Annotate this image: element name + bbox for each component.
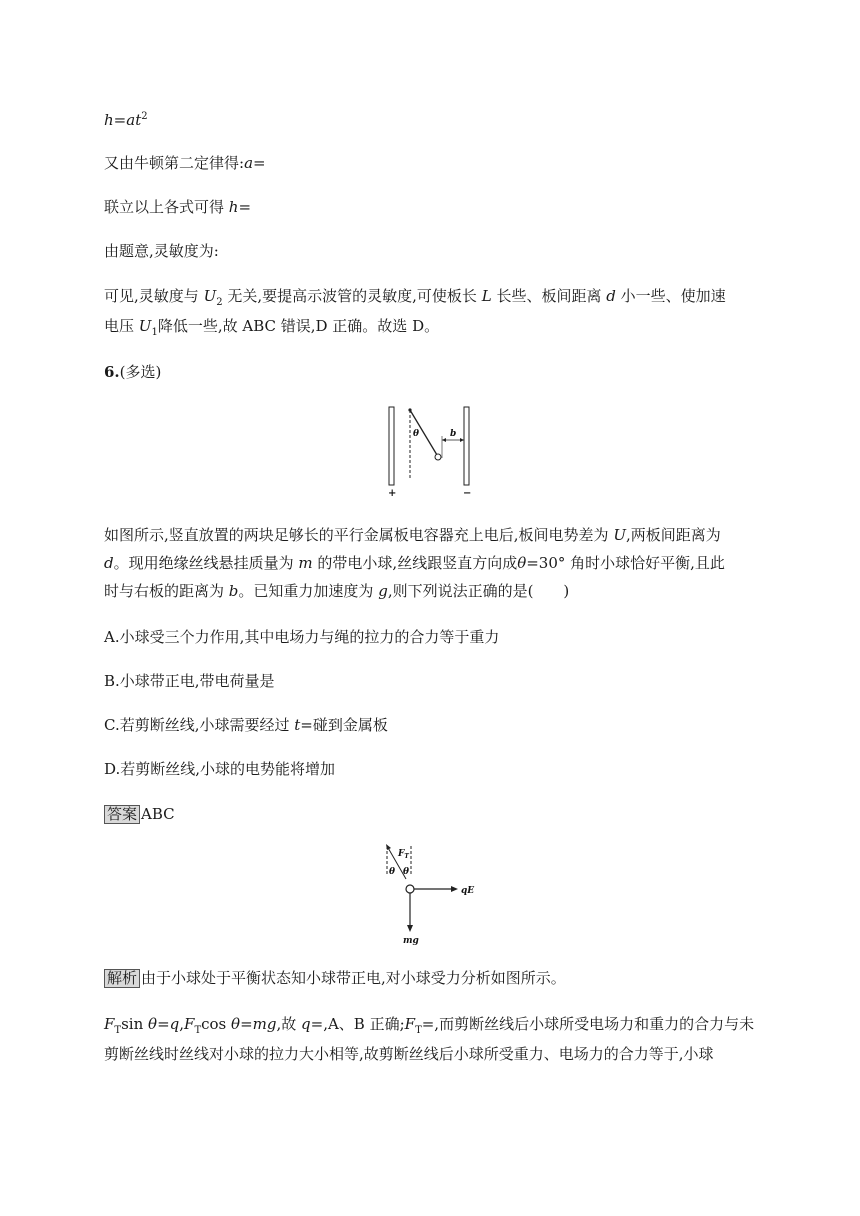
- mg-label: mg: [403, 936, 419, 946]
- analysis-tag: 解析: [104, 969, 140, 988]
- capacitor-figure: [380, 402, 480, 500]
- answer-tag: 答案: [104, 805, 140, 824]
- conclusion-line-2: 电压 $U_1$降低一些,故 ABC 错误,D 正确。故选 D。: [104, 317, 440, 338]
- sensitivity-line: 由题意,灵敏度为:: [104, 242, 219, 260]
- ft-label: $F_T$: [398, 849, 409, 860]
- option-d: D.若剪断丝线,小球的电势能将增加: [104, 760, 336, 778]
- answer-line: [104, 804, 175, 824]
- plus-label: +: [388, 488, 397, 499]
- analysis-line-2: $F_T\sin$ $\theta=q,F_T\cos$ θ=mg,故 q=,A、B 正确$;F_T=$,而剪断丝线后小球所受电场力和重力的合力与未: [104, 1015, 755, 1036]
- theta-right-label: θ: [403, 867, 410, 877]
- question-header: 6.(多选): [104, 363, 162, 381]
- theta-left-label: θ: [389, 867, 396, 877]
- analysis-line-3: 剪断丝线时丝线对小球的拉力大小相等,故剪断丝线后小球所受重力、电场力的合力等于,小球: [104, 1045, 714, 1063]
- option-c: C.若剪断丝线,小球需要经过 t=碰到金属板: [104, 716, 388, 734]
- question-stem-2: d。现用绝缘丝线悬挂质量为 m 的带电小球,丝线跟竖直方向成θ=30° 角时小球恰好平衡,且此: [104, 554, 725, 572]
- formula-h: $h=at^2$: [104, 111, 148, 129]
- qe-label: qE: [461, 886, 475, 896]
- analysis-line-1: 解析 由于小球处于平衡状态知小球带正电,对小球受力分析如图所示。: [104, 968, 566, 988]
- theta-label: θ: [413, 429, 420, 439]
- newton-law-line: 又由牛顿第二定律得:a=: [104, 154, 266, 172]
- conclusion-line-1: 可见,灵敏度与 $U_2$ 无关,要提高示波管的灵敏度,可使板长 L 长些、板间距离 d 小一些、使加速: [104, 287, 726, 308]
- question-stem-3: 时与右板的距离为 b。已知重力加速度为 g,则下列说法正确的是( ): [104, 582, 570, 600]
- b-label: b: [450, 429, 457, 439]
- question-stem-1: 如图所示,竖直放置的两块足够长的平行金属板电容器充上电后,板间电势差为 U,两板间距离为: [104, 526, 721, 544]
- option-b: B.小球带正电,带电荷量是: [104, 672, 275, 690]
- force-diagram: [380, 842, 490, 946]
- option-a: A.小球受三个力作用,其中电场力与绳的拉力的合力等于重力: [104, 628, 500, 646]
- answer-value: ABC: [141, 805, 175, 823]
- combine-line: 联立以上各式可得 h=: [104, 198, 252, 216]
- minus-label: −: [463, 488, 472, 499]
